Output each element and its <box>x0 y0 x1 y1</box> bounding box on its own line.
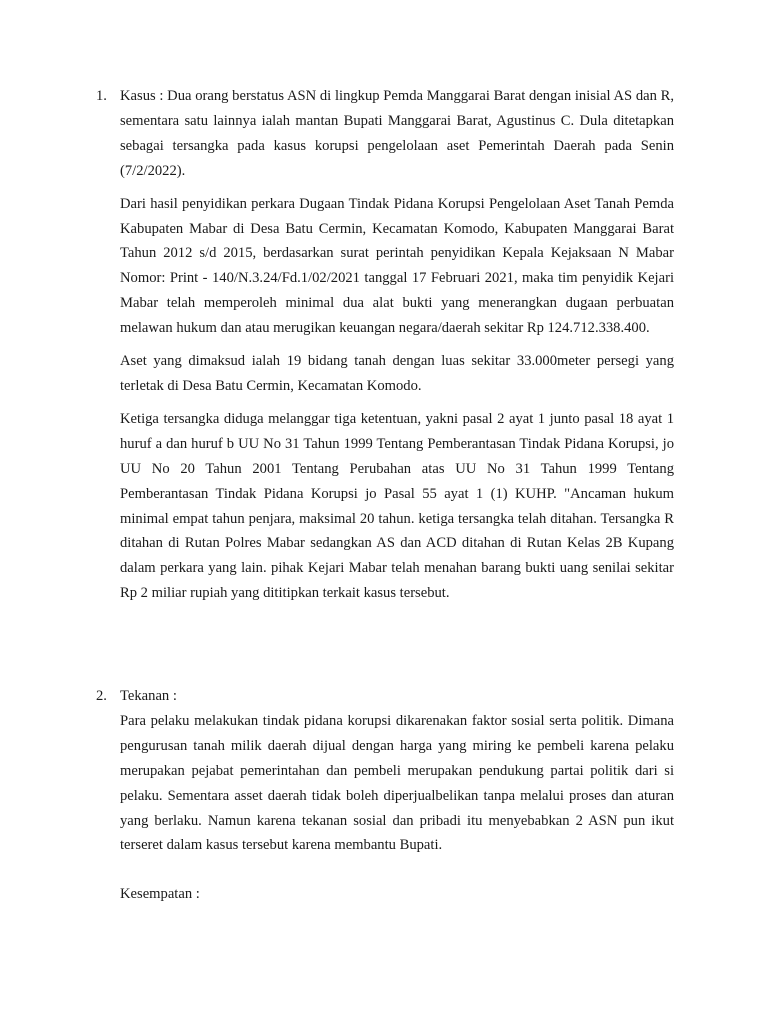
list-item-body <box>120 684 674 907</box>
asset-paragraph: Aset yang dimaksud ialah 19 bidang tanah dengan luas sekitar 33.000meter persegi yang terletak di Desa Batu Cermin, Kecamatan Komodo. <box>120 353 674 394</box>
investigation-paragraph: Dari hasil penyidikan perkara Dugaan Tindak Pidana Korupsi Pengelolaan Aset Tanah Pemda Kabupaten Mabar di Desa Batu Cermin, Kecamatan Komodo, Kabupaten Manggarai Barat Tahun 2012 s/d 2015, berdasarkan surat perintah penyidikan Kepala Kejaksaan N Mabar Nomor: Print - 140/N.3.24/Fd.1/02/2021 tanggal 17 Februari 2021, maka tim penyidik Kejari Mabar telah memperoleh minimal dua alat bukti yang menerangkan dugaan perbuatan melawan hukum dan atau merugikan keuangan negara/daerah sekitar Rp 124.712.338.400. <box>120 195 674 337</box>
section-heading: Kesempatan : <box>120 886 200 903</box>
charges-paragraph: Ketiga tersangka diduga melanggar tiga ketentuan, yakni pasal 2 ayat 1 junto pasal 18 ayat 1 huruf a dan huruf b UU No 31 Tahun 1999 Tentang Pemberantasan Tindak Pidana Korupsi, jo UU No 20 Tahun 2001 Tentang Perubahan atas UU No 31 Tahun 1999 Tentang Pemberantasan Tindak Pidana Korupsi jo Pasal 55 ayat 1 (1) KUHP. "Ancaman hukum minimal empat tahun penjara, maksimal 20 tahun. ketiga tersangka telah ditahan. Tersangka R ditahan di Rutan Polres Mabar sedangkan AS dan ACD ditahan di Rutan Kelas 2B Kupang dalam perkara yang lain. pihak Kejari Mabar telah menahan barang bukti uang senilai sekitar Rp 2 miliar rupiah yang dititipkan terkait kasus tersebut. <box>120 410 674 602</box>
case-paragraph: Kasus : Dua orang berstatus ASN di lingkup Pemda Manggarai Barat dengan inisial AS dan R, sementara satu lainnya ialah mantan Bupati Manggarai Barat, Agustinus C. Dula ditetapkan sebagai tersangka pada kasus korupsi pengelolaan aset Pemerintah Daerah pada Senin (7/2/2022). <box>120 88 674 179</box>
list-number: 2. <box>96 688 107 704</box>
list-item-body <box>120 84 674 606</box>
list-number: 1. <box>96 88 107 104</box>
section-heading: Tekanan : <box>120 688 177 704</box>
pressure-paragraph: Para pelaku melakukan tindak pidana korupsi dikarenakan faktor sosial serta politik. Dimana pengurusan tanah milik daerah dijual dengan harga yang miring ke pembeli karena pelaku merupakan pejabat pemerintahan dan pembeli merupakan pendukung partai politik dari si pelaku. Sementara asset daerah tidak boleh diperjualbelikan tanpa melalui proses dan aturan yang berlaku. Namun karena tekanan sosial dan pribadi itu menyebabkan 2 ASN pun ikut terseret dalam kasus tersebut karena membantu Bupati. <box>120 712 674 854</box>
